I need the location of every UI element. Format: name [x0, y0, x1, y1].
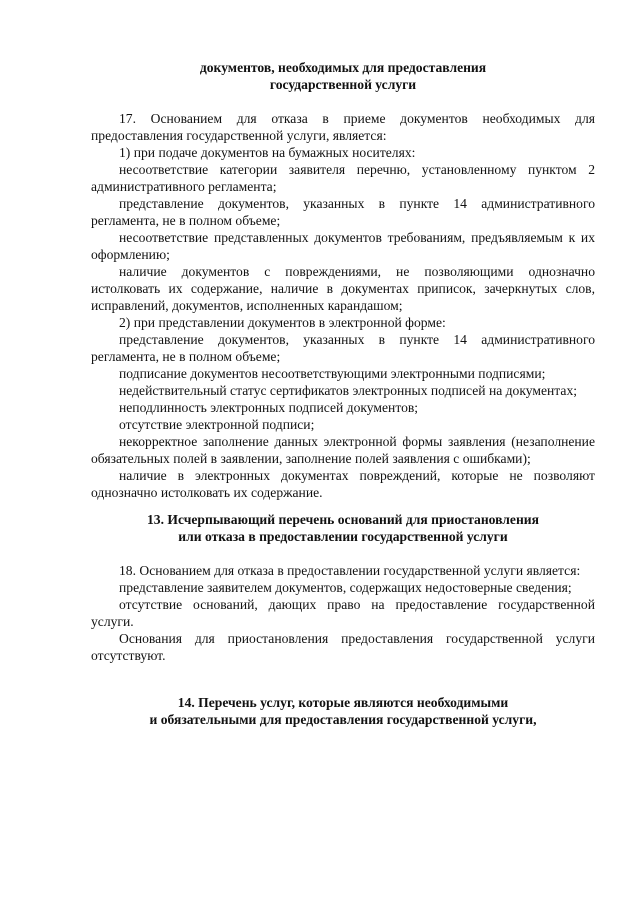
paragraph: наличие документов с повреждениями, не позволяющими однозначно истолковать их содержание, наличие в документах приписок, зачеркнутых слов, исправлений, документов, исполненных карандашом;	[91, 264, 595, 313]
paragraph: представление заявителем документов, содержащих недостоверные сведения;	[119, 580, 572, 595]
paragraph: некорректное заполнение данных электронной формы заявления (незаполнение обязательных полей в заявлении, заполнение полей заявления с ошибками);	[91, 434, 595, 466]
paragraph: 17. Основанием для отказа в приеме документов необходимых для предоставления государственной услуги, является:	[91, 111, 595, 143]
paragraph: недействительный статус сертификатов электронных подписей на документах;	[119, 383, 578, 398]
section-14-heading	[91, 694, 595, 728]
paragraph: отсутствие электронной подписи;	[119, 417, 315, 432]
clause-18	[91, 562, 595, 664]
heading-line: или отказа в предоставлении государственной услуги	[178, 529, 508, 544]
paragraph: 2) при представлении документов в электронной форме:	[119, 315, 446, 330]
heading-line: документов, необходимых для предоставления	[199, 60, 487, 75]
paragraph: Основания для приостановления предоставления государственной услуги отсутствуют.	[91, 631, 595, 663]
clause-17	[91, 110, 595, 501]
document-content	[91, 59, 595, 728]
continued-section-heading	[91, 59, 595, 93]
paragraph: представление документов, указанных в пункте 14 административного регламента, не в полном объеме;	[91, 332, 595, 364]
heading-line: государственной услуги	[269, 77, 417, 92]
paragraph: неподлинность электронных подписей документов;	[119, 400, 419, 415]
paragraph: наличие в электронных документах повреждений, которые не позволяют однозначно истолковать их содержание.	[91, 468, 595, 500]
heading-line: 13. Исчерпывающий перечень оснований для приостановления	[147, 512, 539, 527]
paragraph: подписание документов несоответствующими электронными подписями;	[119, 366, 546, 381]
section-13-heading	[91, 511, 595, 545]
paragraph: 1) при подаче документов на бумажных носителях:	[119, 145, 416, 160]
paragraph: 18. Основанием для отказа в предоставлении государственной услуги является:	[119, 563, 581, 578]
paragraph: отсутствие оснований, дающих право на предоставление государственной услуги.	[91, 597, 595, 629]
paragraph: несоответствие представленных документов требованиям, предъявляемым к их оформлению;	[91, 230, 595, 262]
paragraph: несоответствие категории заявителя перечню, установленному пунктом 2 административного регламента;	[91, 162, 595, 194]
heading-line: и обязательными для предоставления государственной услуги,	[149, 712, 537, 727]
paragraph: представление документов, указанных в пункте 14 административного регламента, не в полном объеме;	[91, 196, 595, 228]
heading-line: 14. Перечень услуг, которые являются необходимыми	[177, 695, 509, 710]
